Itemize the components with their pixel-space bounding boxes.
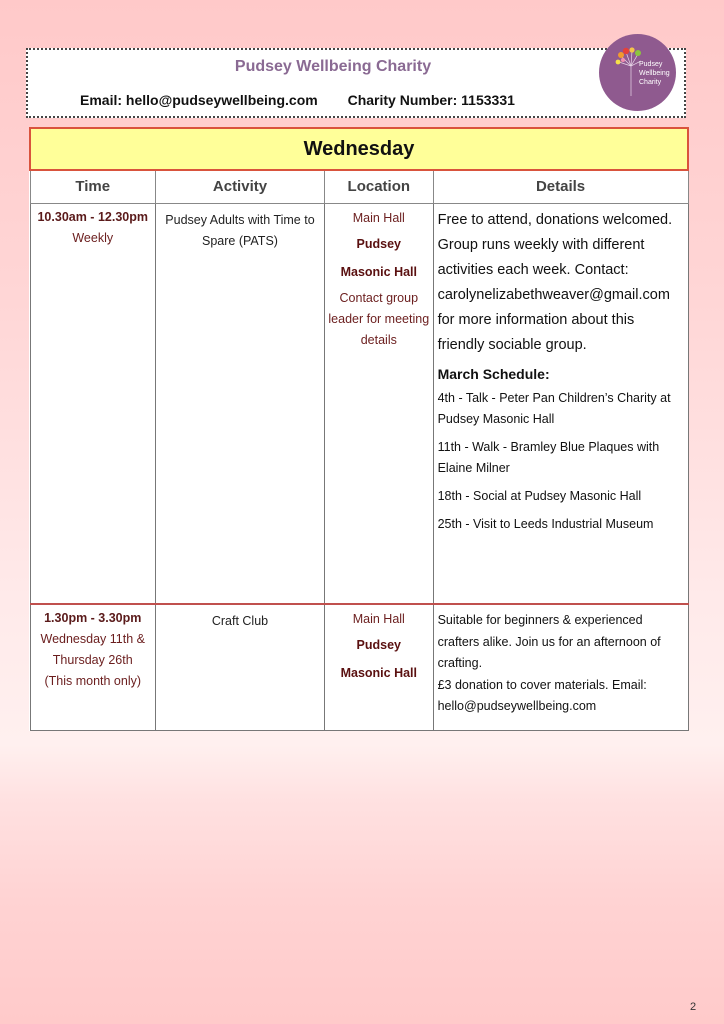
logo-line: Wellbeing [639,70,670,77]
details-paragraph: £3 donation to cover materials. Email: hello@pudseywellbeing.com [437,677,647,713]
schedule-item: 18th - Social at Pudsey Masonic Hall [437,488,642,503]
charity-number: Charity Number: 1153331 [347,92,515,108]
activity-name: Craft Club [211,614,269,628]
location-note: Contact group leader for meeting details [328,290,430,347]
table-row [30,203,688,604]
time-cell [30,203,155,604]
column-headers [30,170,688,203]
schedule-item: 25th - Visit to Leeds Industrial Museum [437,516,654,531]
column-header-time: Time [30,170,155,203]
details-cell [433,604,688,730]
activity-cell [155,203,324,604]
org-name: Pudsey Wellbeing Charity [234,58,432,75]
time-range: 1.30pm - 3.30pm [44,611,142,625]
schedule-table [29,127,689,731]
details-paragraph: Group runs weekly with different activities each week. Contact: carolynelizabethweaver@gmail.com for more information about this friendly sociable group. [437,236,670,353]
location-room: Main Hall [352,210,405,225]
location-venue-line2: Masonic Hall [340,264,417,279]
logo-text [639,60,670,87]
frequency-line: (This month only) [44,674,142,688]
activity-cell [155,604,324,730]
location-cell [324,604,433,730]
details-paragraph: Free to attend, donations welcomed. [437,211,673,228]
charity-logo [599,34,676,111]
details-cell [433,203,688,604]
page-number: 2 [690,1001,697,1013]
frequency: Weekly [72,230,114,245]
logo-line: Pudsey [639,61,663,68]
time-range: 10.30am - 12.30pm [37,209,148,224]
column-header-location: Location [324,170,433,203]
location-room: Main Hall [352,612,405,626]
details-paragraph: Suitable for beginners & experienced crafters alike. Join us for an afternoon of crafting. [437,613,661,670]
schedule-item: 11th - Walk - Bramley Blue Plaques with Elaine Milner [437,439,660,475]
time-cell [30,604,155,730]
column-header-details: Details [433,170,688,203]
schedule-item: 4th - Talk - Peter Pan Children’s Charity at Pudsey Masonic Hall [437,390,671,426]
column-header-activity: Activity [155,170,324,203]
location-venue-line2: Masonic Hall [340,666,417,680]
activity-name: Pudsey Adults with Time to Spare (PATS) [165,212,315,248]
frequency-line: Thursday 26th [52,653,133,667]
logo-line: Charity [639,79,662,86]
location-venue-line1: Pudsey [356,638,402,652]
location-venue-line1: Pudsey [356,236,402,251]
contact-line [80,92,515,108]
location-cell [324,203,433,604]
table-row [30,604,688,730]
schedule-heading: March Schedule: [437,365,550,382]
header-box [26,48,686,118]
email-text[interactable]: Email: hello@pudseywellbeing.com [80,92,318,108]
frequency-line: Wednesday 11th & [40,632,145,646]
day-heading: Wednesday [30,128,688,170]
